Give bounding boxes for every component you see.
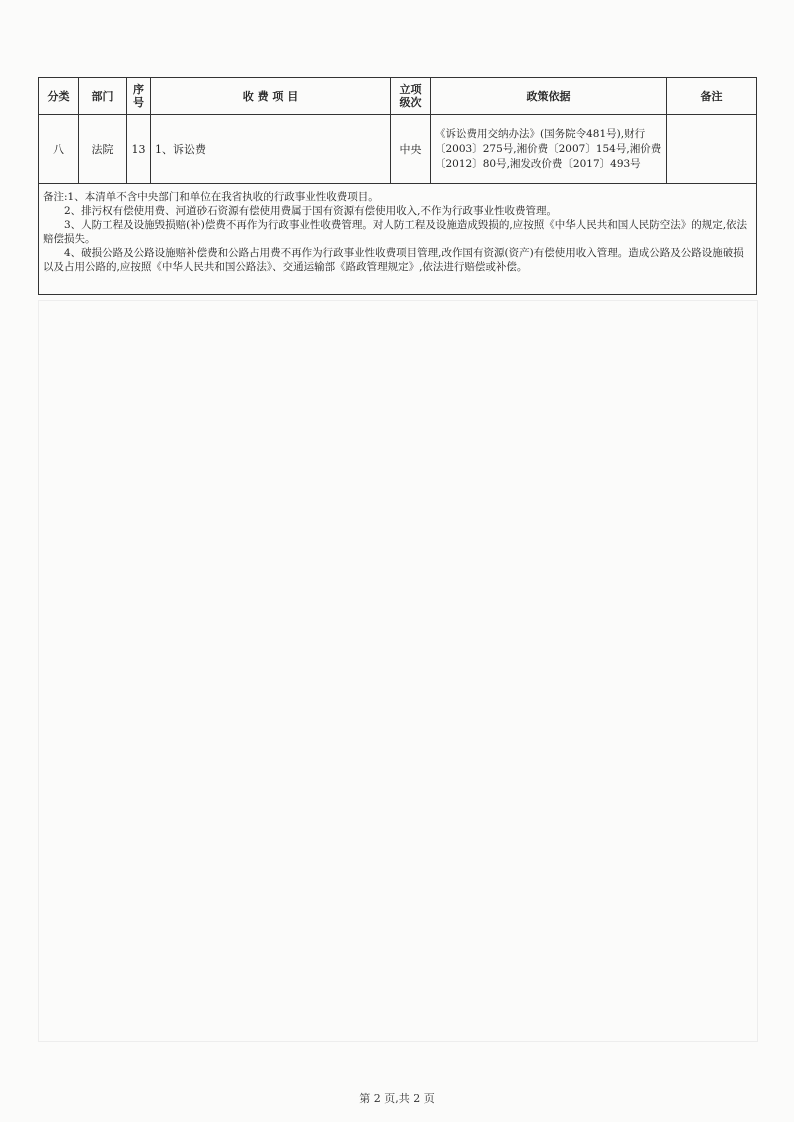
note-3: 3、人防工程及设施毁损赔(补)偿费不再作为行政事业性收费管理。对人防工程及设施造成毁损的,应按照《中华人民共和国人民防空法》的规定,依法赔偿损失。 [43,219,748,245]
header-department: 部门 [79,78,127,115]
cell-policy: 《诉讼费用交纳办法》(国务院令481号),财行〔2003〕275号,湘价费〔2007〕154号,湘价费〔2012〕80号,湘发改价费〔2017〕493号 [431,115,667,184]
header-item: 收 费 项 目 [151,78,391,115]
page-number: 第 2 页,共 2 页 [359,1092,435,1105]
cell-level: 中央 [391,115,431,184]
note-4: 4、破损公路及公路设施赔补偿费和公路占用费不再作为行政事业性收费项目管理,改作国有资源(资产)有偿使用收入管理。造成公路及公路设施破损以及占用公路的,应按照《中华人民共和国公路法》、交通运输部《路政管理规定》,依法进行赔偿或补偿。 [43,247,744,273]
header-category: 分类 [39,78,79,115]
cell-item: 1、诉讼费 [151,115,391,184]
cell-department: 法院 [79,115,127,184]
cell-seq: 13 [127,115,151,184]
cell-category: 八 [39,115,79,184]
header-remark: 备注 [667,78,757,115]
cell-remark [667,115,757,184]
table-row [39,115,757,184]
table-header-row [39,78,757,115]
notes-row [39,184,757,295]
note-1: 备注:1、本清单不含中央部门和单位在我省执收的行政事业性收费项目。 [43,191,379,203]
fee-table [38,77,757,295]
header-policy: 政策依据 [431,78,667,115]
note-2: 2、排污权有偿使用费、河道砂石资源有偿使用费属于国有资源有偿使用收入,不作为行政事业性收费管理。 [64,205,558,217]
bleed-through-background [38,300,758,1042]
notes-cell [39,184,757,295]
header-level: 立项级次 [391,78,431,115]
header-seq: 序号 [127,78,151,115]
